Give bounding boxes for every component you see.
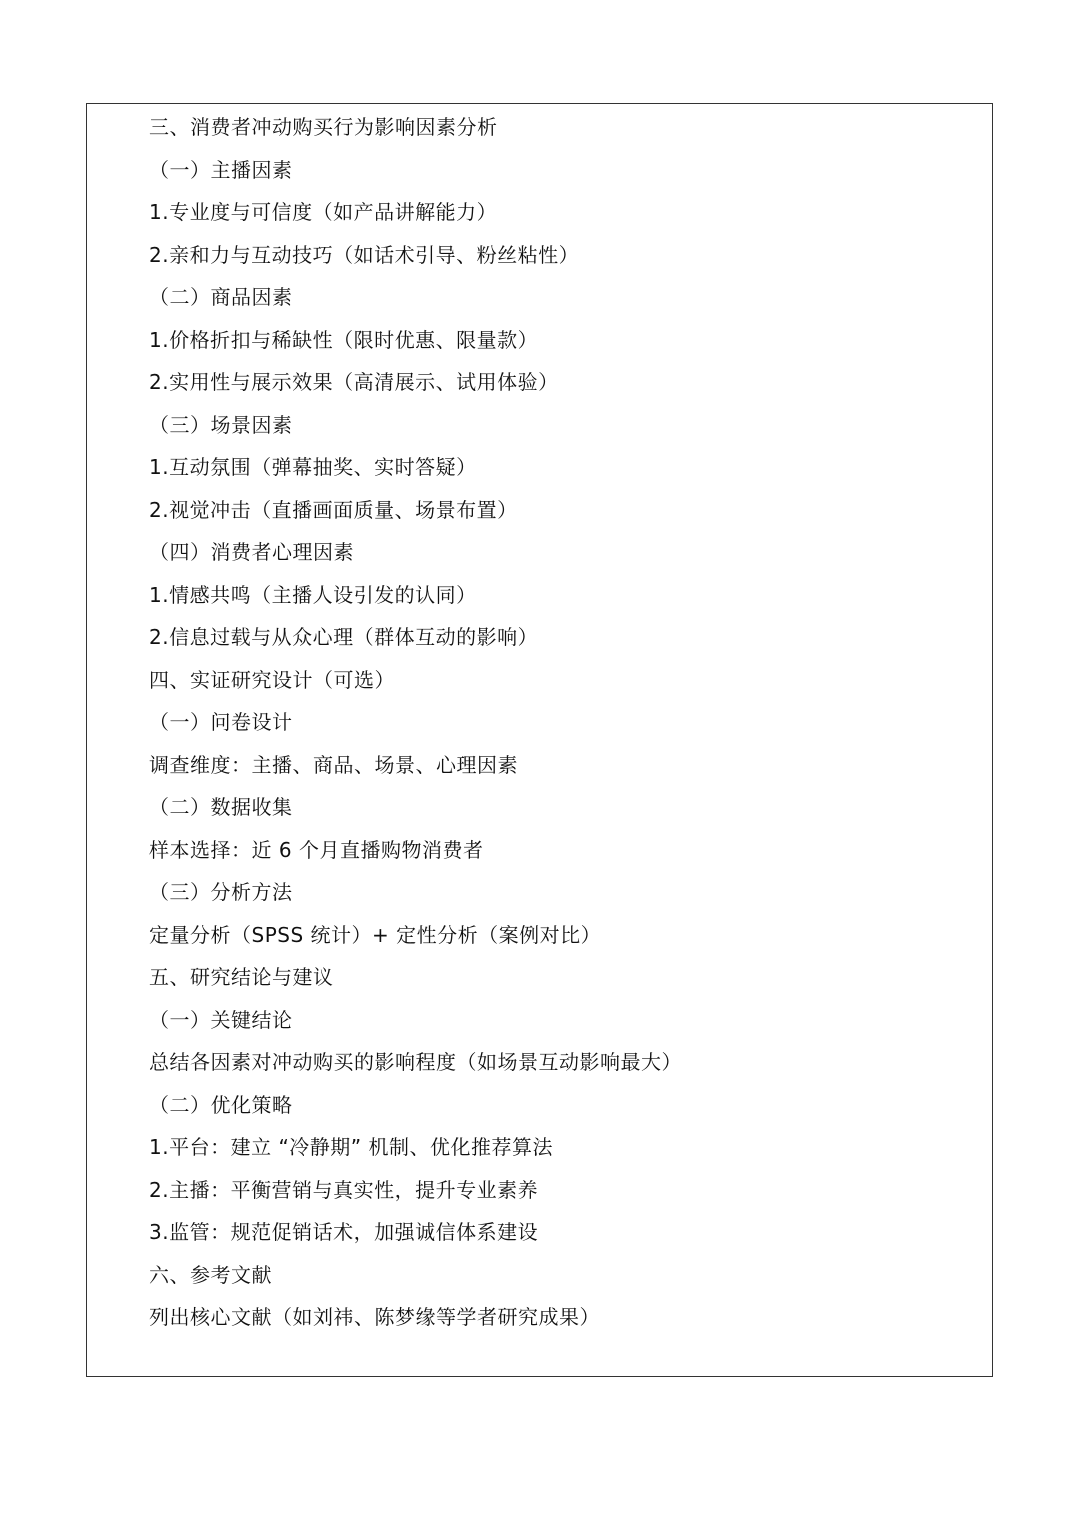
subheading-data-collection: （二）数据收集 (149, 795, 293, 819)
list-item: 1.互动氛围（弹幕抽奖、实时答疑） (149, 455, 477, 479)
subheading-psychology-factors: （四）消费者心理因素 (149, 540, 354, 564)
heading-section-3: 三、消费者冲动购买行为影响因素分析 (149, 115, 498, 139)
list-item: 1.价格折扣与稀缺性（限时优惠、限量款） (149, 327, 539, 352)
heading-section-4: 四、实证研究设计（可选） (149, 667, 395, 692)
paragraph: 样本选择：近 6 个月直播购物消费者 (149, 837, 484, 862)
document-frame (86, 103, 993, 1377)
document-body (149, 104, 972, 1339)
subheading-questionnaire: （一）问卷设计 (149, 710, 293, 734)
paragraph: 总结各因素对冲动购买的影响程度（如场景互动影响最大） (149, 1050, 682, 1074)
list-item: 1.专业度与可信度（如产品讲解能力） (149, 200, 498, 224)
subheading-analysis-method: （三）分析方法 (149, 880, 293, 904)
list-item: 3.监管：规范促销话术，加强诚信体系建设 (149, 1220, 539, 1244)
heading-section-6: 六、参考文献 (149, 1262, 272, 1287)
list-item: 2.信息过载与从众心理（群体互动的影响） (149, 625, 539, 649)
subheading-anchor-factors: （一）主播因素 (149, 157, 293, 182)
paragraph: 定量分析（SPSS 统计）+ 定性分析（案例对比） (149, 922, 602, 947)
subheading-product-factors: （二）商品因素 (149, 285, 293, 309)
list-item: 2.视觉冲击（直播画面质量、场景布置） (149, 497, 518, 522)
subheading-scene-factors: （三）场景因素 (149, 412, 293, 437)
subheading-optimization: （二）优化策略 (149, 1092, 293, 1117)
list-item: 2.亲和力与互动技巧（如话术引导、粉丝粘性） (149, 242, 580, 267)
list-item: 2.实用性与展示效果（高清展示、试用体验） (149, 370, 559, 394)
heading-section-5: 五、研究结论与建议 (149, 965, 334, 989)
list-item: 1.情感共鸣（主播人设引发的认同） (149, 582, 477, 607)
list-item: 1.平台：建立 “冷静期” 机制、优化推荐算法 (149, 1135, 554, 1159)
paragraph: 调查维度：主播、商品、场景、心理因素 (149, 752, 518, 777)
subheading-key-conclusions: （一）关键结论 (149, 1007, 293, 1032)
list-item: 2.主播：平衡营销与真实性，提升专业素养 (149, 1177, 539, 1202)
paragraph: 列出核心文献（如刘祎、陈梦缘等学者研究成果） (149, 1305, 600, 1329)
